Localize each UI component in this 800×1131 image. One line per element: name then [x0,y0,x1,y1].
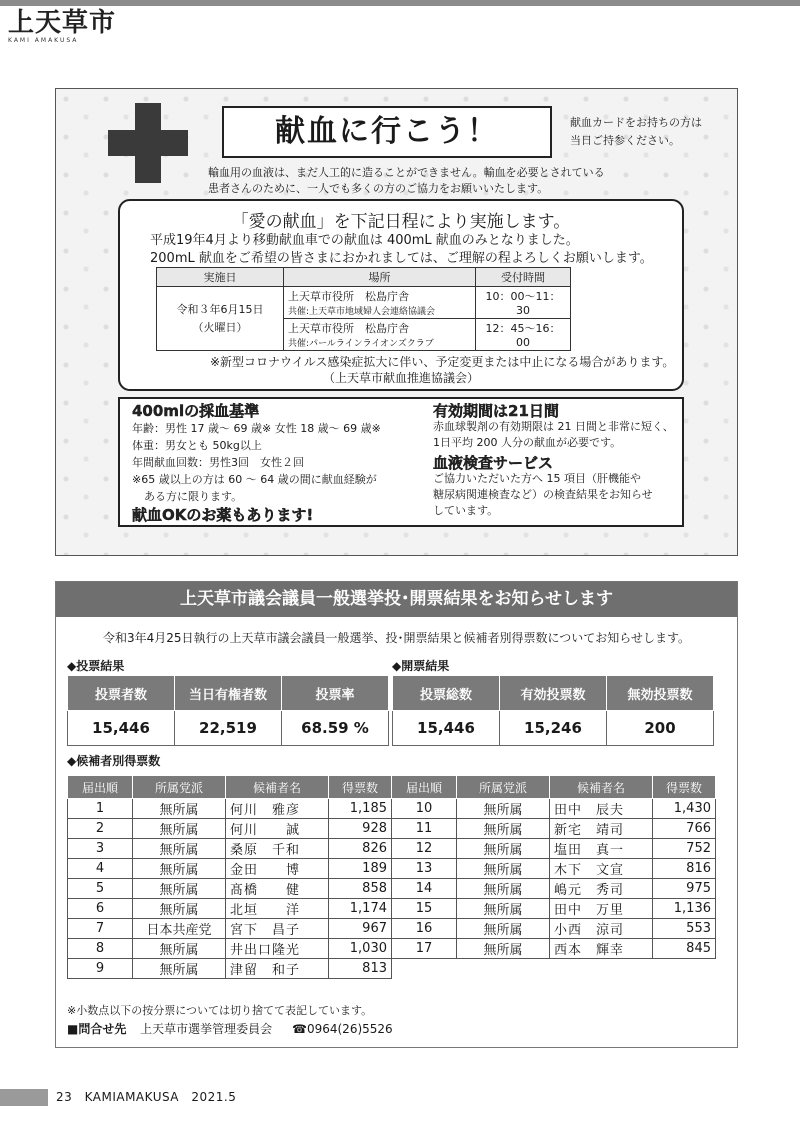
candidate-no: 5 [68,879,133,899]
candidate-party: 無所属 [133,879,226,899]
candidate-no: 9 [68,959,133,979]
candidate-no: 4 [68,859,133,879]
contact-phone: ☎0964(26)5526 [292,1022,393,1036]
table-header: 投票者数 [68,676,175,711]
candidate-votes: 1,185 [329,799,392,819]
candidate-votes: 813 [329,959,392,979]
date-cell: 令和３年6月15日 （火曜日） [157,287,284,351]
candidate-party: 無所属 [457,919,550,939]
candidate-party: 無所属 [133,839,226,859]
council-note: （上天草市献血推進協議会） [322,371,479,385]
candidates-label: ◆候補者別得票数 [67,754,161,768]
criteria-box [118,397,684,527]
candidate-party: 無所属 [133,899,226,919]
election-description: 令和3年4月25日執行の上天草市議会議員一般選挙、投･開票結果と候補者別得票数についてお知らせします。 [103,631,690,645]
candidate-votes: 1,136 [653,899,716,919]
candidate-party: 無所属 [133,959,226,979]
candidate-party: 無所属 [457,839,550,859]
candidate-party: 無所属 [133,859,226,879]
election-section [55,581,738,1048]
candidate-votes: 1,430 [653,799,716,819]
candidate-name: 新宅 靖司 [550,819,653,839]
issue-date: 2021.5 [191,1090,237,1104]
candidate-party: 日本共産党 [133,919,226,939]
table-header: 投票率 [282,676,389,711]
candidate-party: 無所属 [457,859,550,879]
candidate-votes: 975 [653,879,716,899]
criteria-left: 400mlの採血基準 年齢：男性 17 歳〜 69 歳※ 女性 18 歳〜 69 歳※ 体重：男女とも 50kg以上 年間献血回数：男性3回 女性２回 ※65 歳以上の方は 60 〜 64 歳の間に献血経験が ある方に限ります。 献血OKのお薬もあります! [132,403,412,524]
candidate-name: 田中 辰夫 [550,799,653,819]
logo-romaji: KAMI AMAKUSA [8,37,79,44]
candidate-no: 15 [392,899,457,919]
time-cell: 12：45〜16：00 [476,319,571,351]
page-number: 23 [56,1090,73,1104]
schedule-line: 200mL 献血をご希望の皆さまにおかれましては、ご理解の程よろしくお願いします。 [150,251,653,266]
candidate-votes: 1,030 [329,939,392,959]
contact-label: ■問合せ先 [67,1022,127,1036]
election-title: 上天草市議会議員一般選挙投･開票結果をお知らせします [56,582,737,617]
table-header: 届出順 [392,776,457,799]
schedule-headline: 「愛の献血」を下記日程により実施します。 [231,212,571,232]
candidate-no: 7 [68,919,133,939]
candidate-name: 髙橋 健 [226,879,329,899]
candidate-name: 北垣 洋 [226,899,329,919]
candidate-party: 無所属 [133,819,226,839]
validity-title: 有効期間は21日間 [433,402,559,420]
candidate-votes: 928 [329,819,392,839]
empty-cell [392,959,457,979]
counting-value: 200 [607,711,714,746]
candidate-no: 10 [392,799,457,819]
candidate-no: 3 [68,839,133,859]
counting-value: 15,246 [500,711,607,746]
table-header: 有効投票数 [500,676,607,711]
candidate-votes: 1,174 [329,899,392,919]
footer-bar [0,1089,48,1106]
table-row [68,939,716,959]
table-row [68,899,716,919]
candidate-votes: 189 [329,859,392,879]
table-header: 当日有権者数 [175,676,282,711]
candidates-table [67,775,716,979]
table-header: 投票総数 [393,676,500,711]
candidate-votes: 816 [653,859,716,879]
candidate-party: 無所属 [457,899,550,919]
table-row [68,839,716,859]
counting-value: 15,446 [393,711,500,746]
table-header: 実施日 [157,268,284,287]
medicine-ok: 献血OKのお薬もあります! [132,506,314,524]
candidate-no: 16 [392,919,457,939]
candidate-no: 8 [68,939,133,959]
candidate-party: 無所属 [133,799,226,819]
footer [56,1089,244,1106]
donation-title: 献血に行こう！ [222,106,552,158]
candidate-no: 13 [392,859,457,879]
table-header: 候補者名 [550,776,653,799]
table-header: 候補者名 [226,776,329,799]
candidate-no: 17 [392,939,457,959]
table-header: 無効投票数 [607,676,714,711]
time-cell: 10：00〜11：30 [476,287,571,319]
candidate-name: 小西 涼司 [550,919,653,939]
candidate-party: 無所属 [457,879,550,899]
voting-table [67,675,389,746]
blood-donation-panel [55,88,738,556]
candidate-name: 宮下 昌子 [226,919,329,939]
table-header: 得票数 [653,776,716,799]
candidate-no: 6 [68,899,133,919]
candidate-name: 金田 博 [226,859,329,879]
candidate-party: 無所属 [457,819,550,839]
table-row [68,819,716,839]
top-bar [0,0,800,6]
voting-value: 15,446 [68,711,175,746]
criteria-right: 有効期間は21日間 赤血球製剤の有効期限は 21 日間と非常に短く、 1日平均 200 人分の献血が必要です。 血液検査サービス ご協力いただいた方へ 15 項目（肝機能や 糖尿病関連検査など）の検査結果をお知らせ しています。 [433,403,678,519]
candidate-no: 2 [68,819,133,839]
table-row [68,799,716,819]
candidate-name: 井出口隆光 [226,939,329,959]
candidate-no: 11 [392,819,457,839]
candidate-votes: 826 [329,839,392,859]
voting-value: 68.59 % [282,711,389,746]
table-row [68,959,716,979]
logo-text: 上天草市 [8,8,117,38]
donation-intro: 輸血用の血液は、まだ人工的に造ることができません。輸血を必要とされている 患者さんのために、一人でも多くの方のご協力をお願いいたします。 [208,166,605,195]
contact-org: 上天草市選挙管理委員会 [140,1022,273,1036]
empty-cell [457,959,550,979]
red-cross-icon [108,103,188,183]
candidate-no: 14 [392,879,457,899]
candidate-no: 12 [392,839,457,859]
candidate-name: 塩田 真一 [550,839,653,859]
candidate-votes: 766 [653,819,716,839]
voting-label: ◆投票結果 [67,659,125,673]
candidate-votes: 553 [653,919,716,939]
table-row [68,859,716,879]
table-header: 届出順 [68,776,133,799]
candidate-name: 西本 輝幸 [550,939,653,959]
covid-note: ※新型コロナウイルス感染症拡大に伴い、予定変更または中止になる場合があります。 [210,355,675,369]
table-row [68,879,716,899]
place-cell: 上天草市役所 松島庁舎 共催:パールラインライオンズクラブ [284,319,476,351]
footnote: ※小数点以下の按分票については切り捨てて表記しています。 [67,1004,373,1017]
candidate-name: 津留 和子 [226,959,329,979]
candidate-votes: 967 [329,919,392,939]
table-row [68,919,716,939]
logo [8,10,116,44]
test-title: 血液検査サービス [433,454,554,472]
counting-label: ◆開票結果 [392,659,450,673]
table-header: 所属党派 [457,776,550,799]
counting-table [392,675,714,746]
schedule-table [156,267,571,351]
card-note: 献血カードをお持ちの方は 当日ご持参ください。 [570,116,702,147]
table-header: 場所 [284,268,476,287]
candidate-name: 何川 誠 [226,819,329,839]
candidate-name: 何川 雅彦 [226,799,329,819]
candidate-name: 木下 文宣 [550,859,653,879]
place-cell: 上天草市役所 松島庁舎 共催:上天草市地域婦人会連絡協議会 [284,287,476,319]
schedule-box [118,199,684,391]
candidate-party: 無所属 [457,799,550,819]
candidate-name: 田中 万里 [550,899,653,919]
candidate-no: 1 [68,799,133,819]
voting-value: 22,519 [175,711,282,746]
candidate-votes: 845 [653,939,716,959]
empty-cell [550,959,653,979]
criteria-title: 400mlの採血基準 [132,402,260,420]
candidate-party: 無所属 [133,939,226,959]
candidate-name: 嶋元 秀司 [550,879,653,899]
table-header: 得票数 [329,776,392,799]
table-header: 所属党派 [133,776,226,799]
candidate-name: 桑原 千和 [226,839,329,859]
empty-cell [653,959,716,979]
schedule-line: 平成19年4月より移動献血車での献血は 400mL 献血のみとなりました。 [150,233,579,248]
candidate-votes: 752 [653,839,716,859]
magazine-name: KAMIAMAKUSA [84,1090,180,1104]
candidate-votes: 858 [329,879,392,899]
contact [67,1020,393,1037]
candidate-party: 無所属 [457,939,550,959]
table-header: 受付時間 [476,268,571,287]
